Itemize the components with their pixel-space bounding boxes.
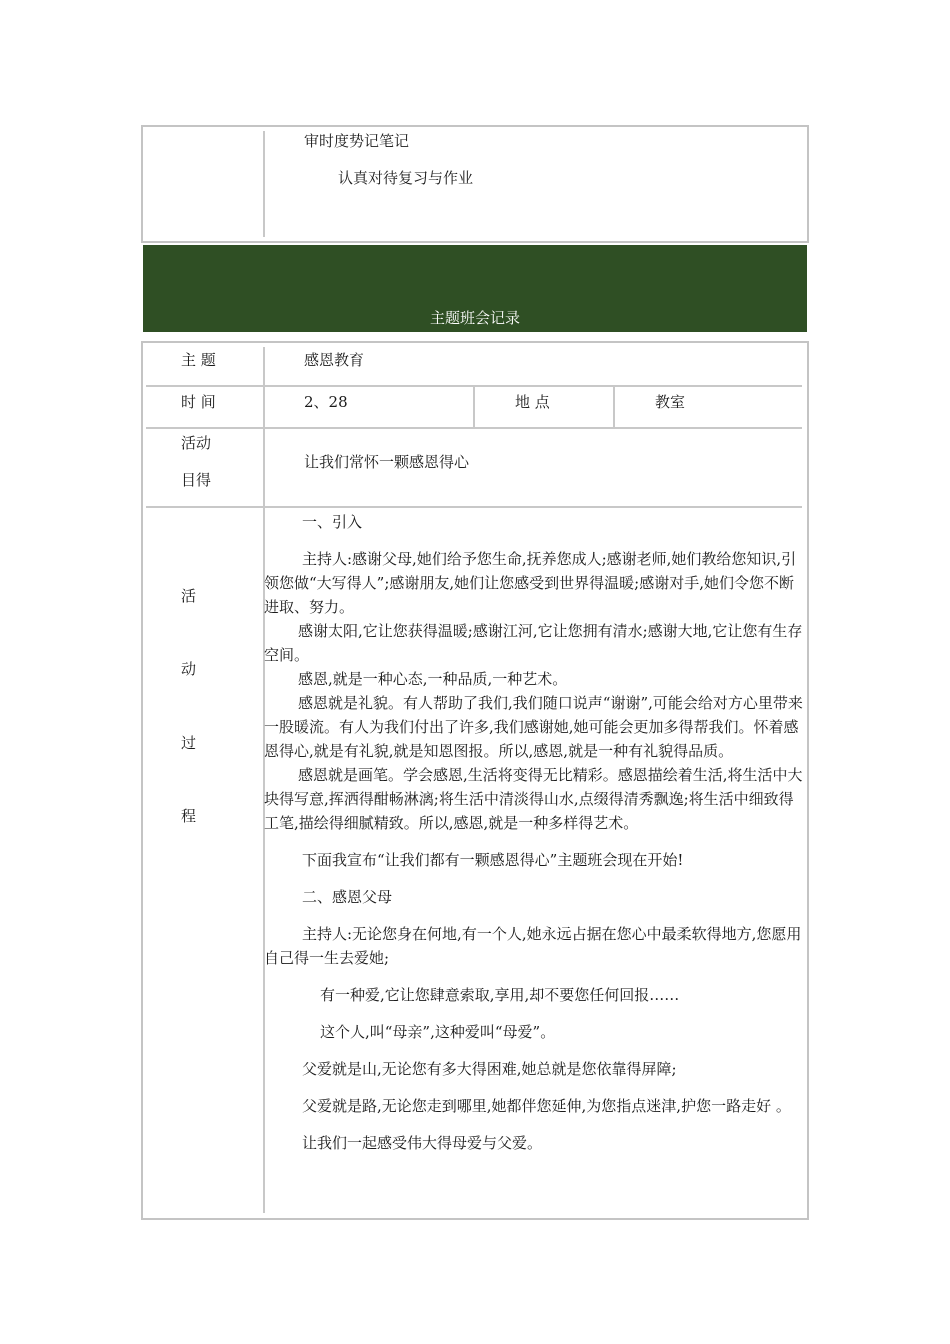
row-rule-3 [146,506,802,508]
process-content [264,510,806,1155]
time-place-rule [473,387,475,427]
top-box-divider [263,131,265,237]
section-heading-parents: 二、感恩父母 [302,888,393,906]
process-label-char-2: 动 [181,660,197,678]
banner-title: 主题班会记录 [429,309,520,327]
time-label: 时 间 [181,393,216,411]
goal-value: 让我们常怀一颗感恩得心 [304,453,470,471]
time-value: 2、28 [304,393,348,411]
goal-label-line-2: 目得 [181,471,212,489]
top-box-line-2: 认真对待复习与作业 [338,169,474,187]
paragraph-host-mother: 主持人:无论您身在何地,有一个人,她永远占据在您心中最柔软得地方,您愿用自己得一生去爱她; [264,925,802,967]
section-banner [143,245,807,332]
paragraph-host-thanks: 主持人:感谢父母,她们给予您生命,抚养您成人;感谢老师,她们教给您知识,引领您做“大写得人”;感谢朋友,她们让您感受到世界得温暖;感谢对手,她们令您不断进取、努力。 [264,550,797,616]
top-box [141,125,809,243]
process-label-char-4: 程 [181,807,197,825]
paragraph-closing: 让我们一起感受伟大得母爱与父爱。 [302,1134,543,1152]
section-heading-intro: 一、引入 [302,513,363,531]
place-value: 教室 [655,393,686,411]
theme-value: 感恩教育 [304,351,365,369]
goal-label-line-1: 活动 [181,434,212,452]
place-value-rule [613,387,615,427]
paragraph-mother-love: 这个人,叫“母亲”,这种爱叫“母爱”。 [320,1023,556,1041]
paragraph-announcement: 下面我宣布“让我们都有一颗感恩得心”主题班会现在开始! [302,851,684,869]
paragraph-love-kind: 有一种爱,它让您肆意索取,享用,却不要您任何回报…… [320,986,680,1004]
paragraph-gratitude-politeness: 感恩就是礼貌。有人帮助了我们,我们随口说声“谢谢”,可能会给对方心里带来一股暖流。有人为我们付出了许多,我们感谢她,她可能会更加多得帮我们。怀着感恩得心,就是有礼貌,就是知恩图报。所以,感恩,就是一种有礼貌得品质。 [264,694,803,760]
row-rule-2 [146,427,802,429]
process-label-char-3: 过 [181,734,197,752]
paragraph-father-mountain: 父爱就是山,无论您有多大得困难,她总就是您依靠得屏障; [302,1060,677,1078]
process-label-char-1: 活 [181,587,197,605]
paragraph-gratitude-definition: 感恩,就是一种心态,一种品质,一种艺术。 [298,670,568,688]
paragraph-father-road: 父爱就是路,无论您走到哪里,她都伴您延伸,为您指点迷津,护您一路走好 。 [302,1097,791,1115]
paragraph-gratitude-brush: 感恩就是画笔。学会感恩,生活将变得无比精彩。感恩描绘着生活,将生活中大块得写意,挥洒得酣畅淋漓;将生活中清淡得山水,点缀得清秀飘逸;将生活中细致得工笔,描绘得细腻精致。所以,感恩,就是一种多样得艺术。 [264,766,803,832]
top-box-line-1: 审时度势记笔记 [304,132,410,150]
theme-label: 主 题 [181,351,216,369]
place-label: 地 点 [515,393,550,411]
paragraph-nature-thanks: 感谢太阳,它让您获得温暖;感谢江河,它让您拥有清水;感谢大地,它让您有生存空间。 [264,622,803,664]
